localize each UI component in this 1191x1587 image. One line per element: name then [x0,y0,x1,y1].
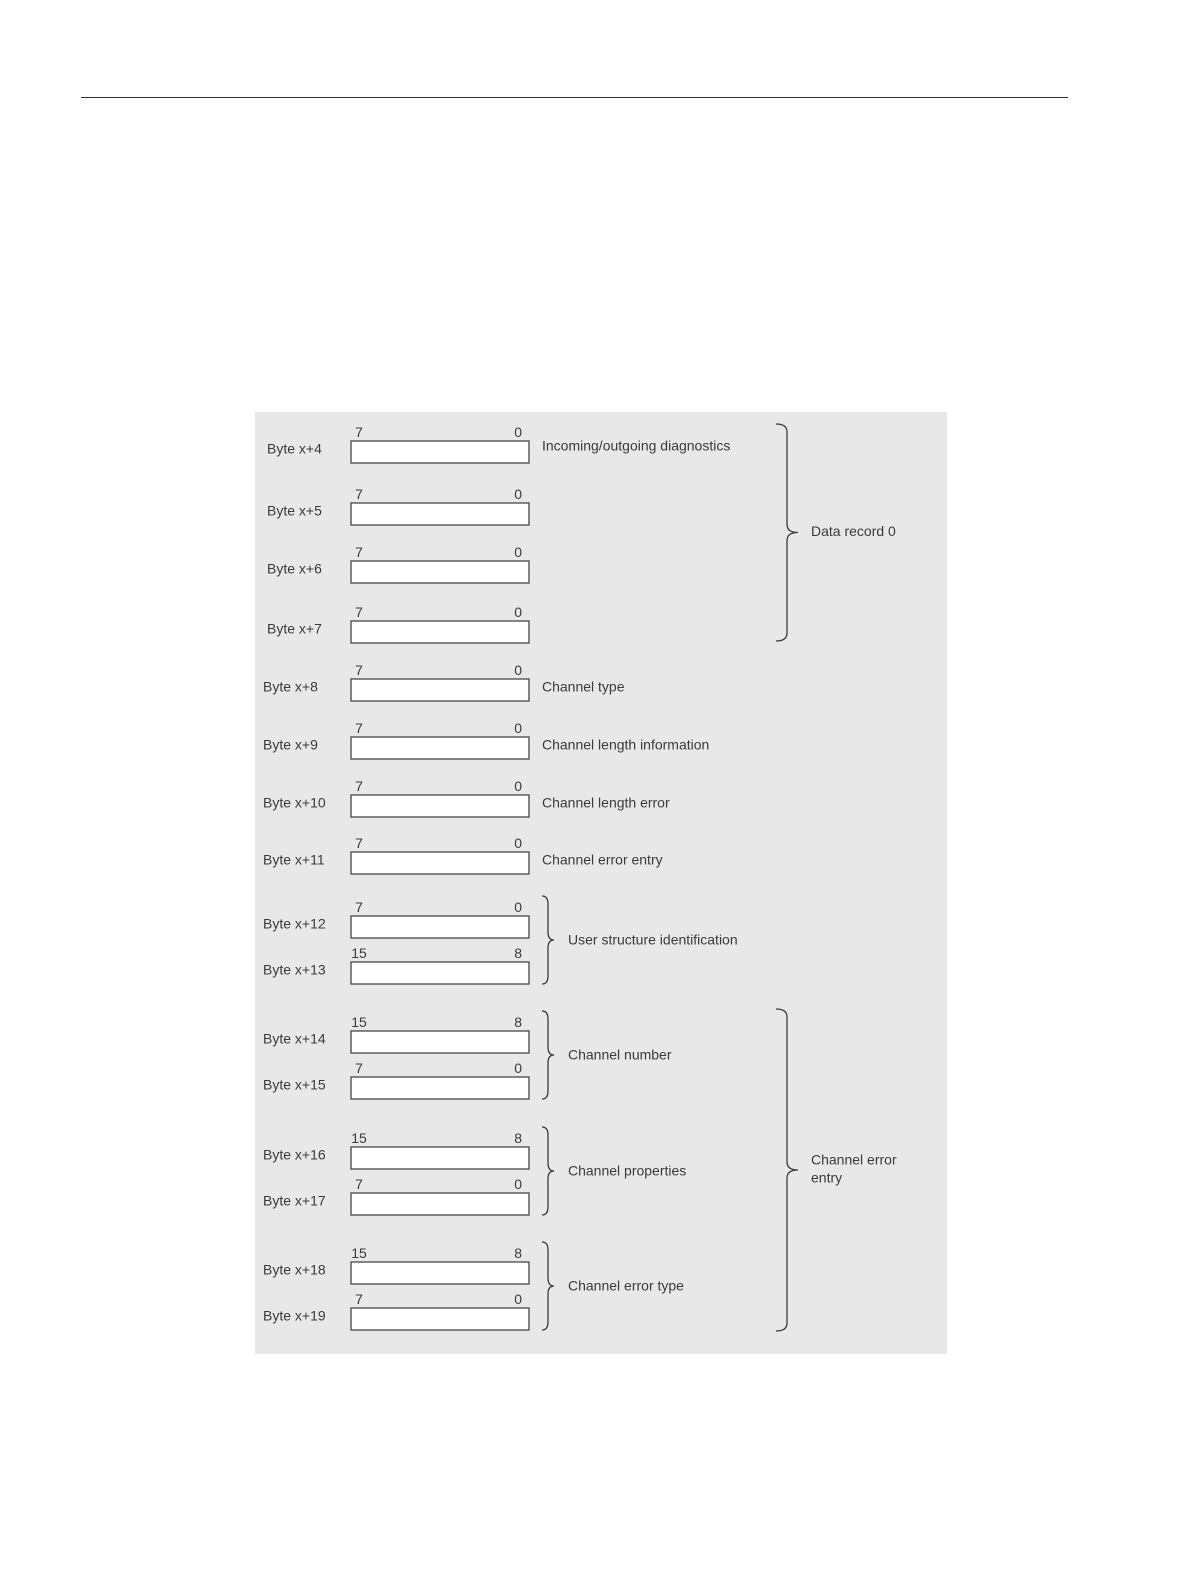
byte-register-box [351,561,529,583]
byte-row [263,720,709,759]
byte-row [263,1245,529,1284]
bit-number-high: 7 [355,424,363,440]
byte-row [263,1130,529,1169]
pair-group-label: Channel error type [568,1277,684,1294]
byte-register-box [351,1193,529,1215]
bit-number-high: 7 [355,899,363,915]
byte-register-box [351,1077,529,1099]
outer-group-label: Channel error [811,1151,897,1168]
byte-row [263,945,529,984]
bit-number-low: 0 [514,662,522,678]
pair-brace [542,1242,554,1330]
bit-number-high: 7 [355,1176,363,1192]
bit-number-high: 7 [355,720,363,736]
byte-description: Channel type [542,678,625,695]
byte-label: Byte x+5 [267,502,322,519]
byte-label: Byte x+12 [263,915,326,932]
byte-label: Byte x+4 [267,440,322,457]
pair-brace [542,896,554,984]
byte-row [263,1014,529,1053]
diagram-panel [255,412,947,1354]
bit-number-low: 8 [514,945,522,961]
byte-label: Byte x+17 [263,1192,326,1209]
bit-number-high: 15 [351,1130,367,1146]
byte-register-box [351,852,529,874]
bit-number-low: 0 [514,544,522,560]
byte-register-box [351,1031,529,1053]
byte-label: Byte x+19 [263,1307,326,1324]
byte-row [267,544,529,583]
bit-number-low: 0 [514,424,522,440]
byte-row [263,899,529,938]
byte-row [263,835,663,874]
outer-brace [776,1009,798,1331]
byte-description: Channel error entry [542,851,663,868]
bit-number-high: 7 [355,544,363,560]
pair-brace [542,1011,554,1099]
byte-register-box [351,1147,529,1169]
byte-label: Byte x+10 [263,794,326,811]
pair-group [542,1127,686,1215]
byte-register-box [351,737,529,759]
byte-register-box [351,962,529,984]
bit-number-high: 7 [355,1291,363,1307]
byte-register-box [351,679,529,701]
byte-row [267,424,730,463]
bit-number-low: 8 [514,1014,522,1030]
bit-number-low: 8 [514,1130,522,1146]
byte-register-box [351,916,529,938]
byte-label: Byte x+11 [263,851,325,868]
bit-number-low: 0 [514,835,522,851]
bit-number-low: 0 [514,720,522,736]
bit-number-low: 0 [514,899,522,915]
byte-row [267,486,529,525]
byte-row [263,1176,529,1215]
byte-register-box [351,503,529,525]
byte-label: Byte x+14 [263,1030,326,1047]
bit-number-low: 0 [514,778,522,794]
byte-row [263,778,670,817]
bit-number-low: 0 [514,604,522,620]
pair-group [542,896,738,984]
byte-label: Byte x+15 [263,1076,326,1093]
bit-number-low: 0 [514,486,522,502]
header-rule [81,97,1068,98]
byte-label: Byte x+7 [267,620,322,637]
bit-number-low: 0 [514,1176,522,1192]
bit-number-low: 8 [514,1245,522,1261]
byte-register-box [351,795,529,817]
byte-row [263,662,625,701]
byte-row [267,604,529,643]
pair-group-label: Channel number [568,1046,672,1063]
outer-group-label: Data record 0 [811,523,896,540]
byte-register-box [351,1308,529,1330]
bit-number-high: 7 [355,835,363,851]
bit-number-high: 7 [355,1060,363,1076]
byte-label: Byte x+13 [263,961,326,978]
outer-group [776,1009,897,1331]
pair-group [542,1011,672,1099]
bit-number-low: 0 [514,1060,522,1076]
outer-brace [776,424,798,641]
byte-register-box [351,441,529,463]
byte-description: Channel length error [542,794,670,811]
byte-description: Incoming/outgoing diagnostics [542,437,731,454]
bit-number-high: 15 [351,1245,367,1261]
bit-number-high: 15 [351,945,367,961]
byte-structure-diagram [255,412,947,1354]
byte-row [263,1060,529,1099]
bit-number-low: 0 [514,1291,522,1307]
bit-number-high: 7 [355,486,363,502]
byte-label: Byte x+16 [263,1146,326,1163]
byte-label: Byte x+8 [263,678,318,695]
byte-row [263,1291,529,1330]
byte-label: Byte x+9 [263,736,318,753]
outer-group [776,424,896,641]
bit-number-high: 15 [351,1014,367,1030]
outer-group-label: entry [811,1169,843,1186]
pair-group [542,1242,684,1330]
bit-number-high: 7 [355,604,363,620]
byte-label: Byte x+18 [263,1261,326,1278]
byte-register-box [351,621,529,643]
byte-description: Channel length information [542,736,710,753]
bit-number-high: 7 [355,778,363,794]
byte-register-box [351,1262,529,1284]
pair-group-label: User structure identification [568,931,738,948]
pair-brace [542,1127,554,1215]
bit-number-high: 7 [355,662,363,678]
pair-group-label: Channel properties [568,1162,687,1179]
byte-label: Byte x+6 [267,560,322,577]
